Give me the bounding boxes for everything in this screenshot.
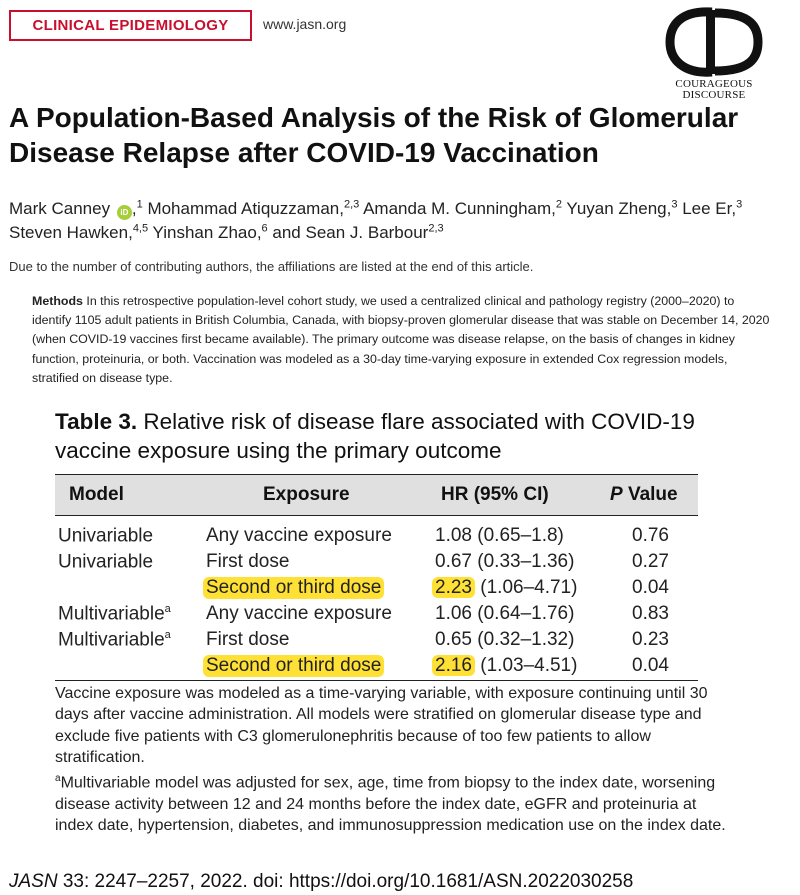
header-hr: HR (95% CI) (441, 484, 549, 505)
cell-model (58, 629, 171, 651)
cell-ci: (0.32–1.32) (477, 629, 575, 650)
logo-text-line1: COURAGEOUS (675, 78, 753, 90)
table-row (55, 628, 698, 654)
footnote-a-marker: a (55, 773, 61, 785)
author-name: Steven Hawken (9, 223, 129, 242)
header-p-rest: Value (622, 484, 678, 505)
logo-text-line2: DISCOURSE (682, 89, 746, 101)
cell-ci: (0.33–1.36) (477, 551, 575, 572)
table-row (55, 524, 698, 550)
courageous-discourse-logo (660, 6, 768, 102)
cell-hr (432, 577, 577, 599)
cell-hr-value: 1.06 (435, 603, 472, 624)
methods-label: Methods (32, 294, 83, 308)
footnote-main: Vaccine exposure was modeled as a time-varying variable, with exposure continuing until 30 days after vaccine administration. All models were stratified on glomerular disease type and exclude five patients with C3 glomerulonephritis because of too few patients to allow stratification. (55, 685, 708, 766)
cell-model (58, 525, 153, 547)
affiliations-note: Due to the number of contributing authors, the affiliations are listed at the end of this article. (9, 259, 534, 274)
cell-p-value: 0.27 (632, 551, 669, 572)
cell-exposure: Second or third dose (203, 577, 384, 599)
cell-hr-value: 0.65 (435, 629, 472, 650)
author-name: Mark Canney (9, 199, 111, 218)
cell-model-text: Univariable (58, 525, 154, 547)
cell-hr-value: 2.23 (432, 577, 475, 598)
cell-ci: (0.64–1.76) (477, 603, 575, 624)
author-affiliation-sup: 1 (136, 198, 143, 211)
cell-hr-value: 0.67 (435, 551, 472, 572)
header-p-value (610, 484, 678, 506)
header-exposure: Exposure (263, 484, 350, 505)
cell-model (58, 603, 171, 625)
author-affiliation-sup: 3 (671, 198, 678, 211)
journal-url[interactable]: www.jasn.org (263, 16, 347, 32)
cell-hr (435, 525, 564, 547)
author-affiliation-sup: 6 (261, 222, 268, 235)
cell-model (58, 551, 153, 573)
cell-model-text: Multivariable (58, 629, 165, 651)
citation (9, 871, 633, 893)
cell-model-sup: a (164, 603, 171, 615)
footnote-a: Multivariable model was adjusted for sex, age, time from biopsy to the index date, worsening disease activity between 12 and 24 months before the index date, eGFR and proteinuria at index date, hypertension, diabetes, and immunosuppression medication use on the index date. (55, 774, 726, 835)
author-affiliation-sup: 3 (736, 198, 743, 211)
cell-model-sup: a (164, 629, 171, 641)
cell-hr-value: 2.16 (432, 655, 475, 676)
cd-monogram-icon (660, 6, 768, 78)
cell-p-value: 0.04 (632, 577, 669, 598)
table-label: Table 3. (55, 409, 138, 434)
header-model: Model (69, 484, 124, 505)
author-affiliation-sup: 4,5 (132, 222, 149, 235)
table-header (55, 475, 698, 515)
table-body (55, 516, 698, 680)
cell-exposure: First dose (206, 629, 290, 650)
cell-hr (435, 551, 574, 573)
citation-journal: JASN (9, 871, 58, 892)
citation-details: 33: 2247–2257, 2022. doi: https://doi.org/10.1681/ASN.2022030258 (57, 871, 634, 892)
cell-ci: (1.06–4.71) (480, 577, 578, 598)
table-footnote (55, 683, 735, 836)
cell-ci: (1.03–4.51) (480, 655, 578, 676)
methods-paragraph (32, 292, 772, 388)
author-name: Yinshan Zhao (152, 223, 257, 242)
author-list: Mark Canney iD ,$^1$ Mohammad Atiquzzaman,$^{2,3}$ Amanda M. Cunningham,$^2$ Yuyan Zheng,$^3$ Lee Er,$^3$ Steven Hawken,$^{4,5}$ Yinshan Zhao,$^6$ and Sean J. Barbour$^{2,3}$ (9, 198, 743, 242)
cell-hr (435, 603, 574, 625)
author-affiliation-sup: 2,3 (428, 222, 444, 235)
cell-p-value: 0.04 (632, 655, 669, 676)
author-name: Yuyan Zheng (566, 199, 667, 218)
author-affiliation-sup: 2,3 (344, 198, 360, 211)
cell-exposure: Any vaccine exposure (206, 603, 392, 624)
author-affiliation-sup: 2 (555, 198, 562, 211)
table-row (55, 602, 698, 628)
header-p-italic: P (610, 484, 623, 505)
methods-text: In this retrospective population-level cohort study, we used a centralized clinical and pathology registry (2000–2020) to identify 1105 adult patients in British Columbia, Canada, with biopsy-proven glomerular disease that was stable on December 14, 2020 (when COVID-19 vaccines first became available). The primary outcome was disease relapse, on the basis of changes in kidney function, proteinuria, or both. Vaccination was modeled as a 30-day time-varying exposure in extended Cox regression models, stratified on disease type. (32, 294, 770, 385)
table-row (55, 576, 698, 602)
cell-p-value: 0.76 (632, 525, 669, 546)
article-title: A Population-Based Analysis of the Risk of Glomerular Disease Relapse after COVID-19 Vaccination (9, 102, 739, 168)
cell-model-text: Univariable (58, 551, 154, 573)
table-bottom-rule (55, 680, 698, 681)
results-table (55, 474, 698, 681)
orcid-icon[interactable]: iD (117, 205, 132, 220)
table-row (55, 550, 698, 576)
table-row (55, 654, 698, 680)
table-title (55, 407, 705, 465)
author-name: Mohammad Atiquzzaman (147, 199, 340, 218)
cell-model-text: Multivariable (58, 603, 165, 625)
cell-hr (432, 655, 577, 677)
cell-p-value: 0.23 (632, 629, 669, 650)
cell-hr-value: 1.08 (435, 525, 472, 546)
cell-exposure: Any vaccine exposure (206, 525, 392, 546)
cell-hr (435, 629, 574, 651)
author-name: Amanda M. Cunningham (363, 199, 552, 218)
table-caption: Relative risk of disease flare associated with COVID-19 vaccine exposure using the primary outcome (55, 409, 695, 463)
cell-exposure: Second or third dose (203, 655, 384, 677)
section-badge: CLINICAL EPIDEMIOLOGY (9, 10, 252, 41)
cell-exposure: First dose (206, 551, 290, 572)
cell-p-value: 0.83 (632, 603, 669, 624)
cell-ci: (0.65–1.8) (477, 525, 564, 546)
author-name: Sean J. Barbour (305, 223, 429, 242)
author-name: Lee Er (682, 199, 732, 218)
